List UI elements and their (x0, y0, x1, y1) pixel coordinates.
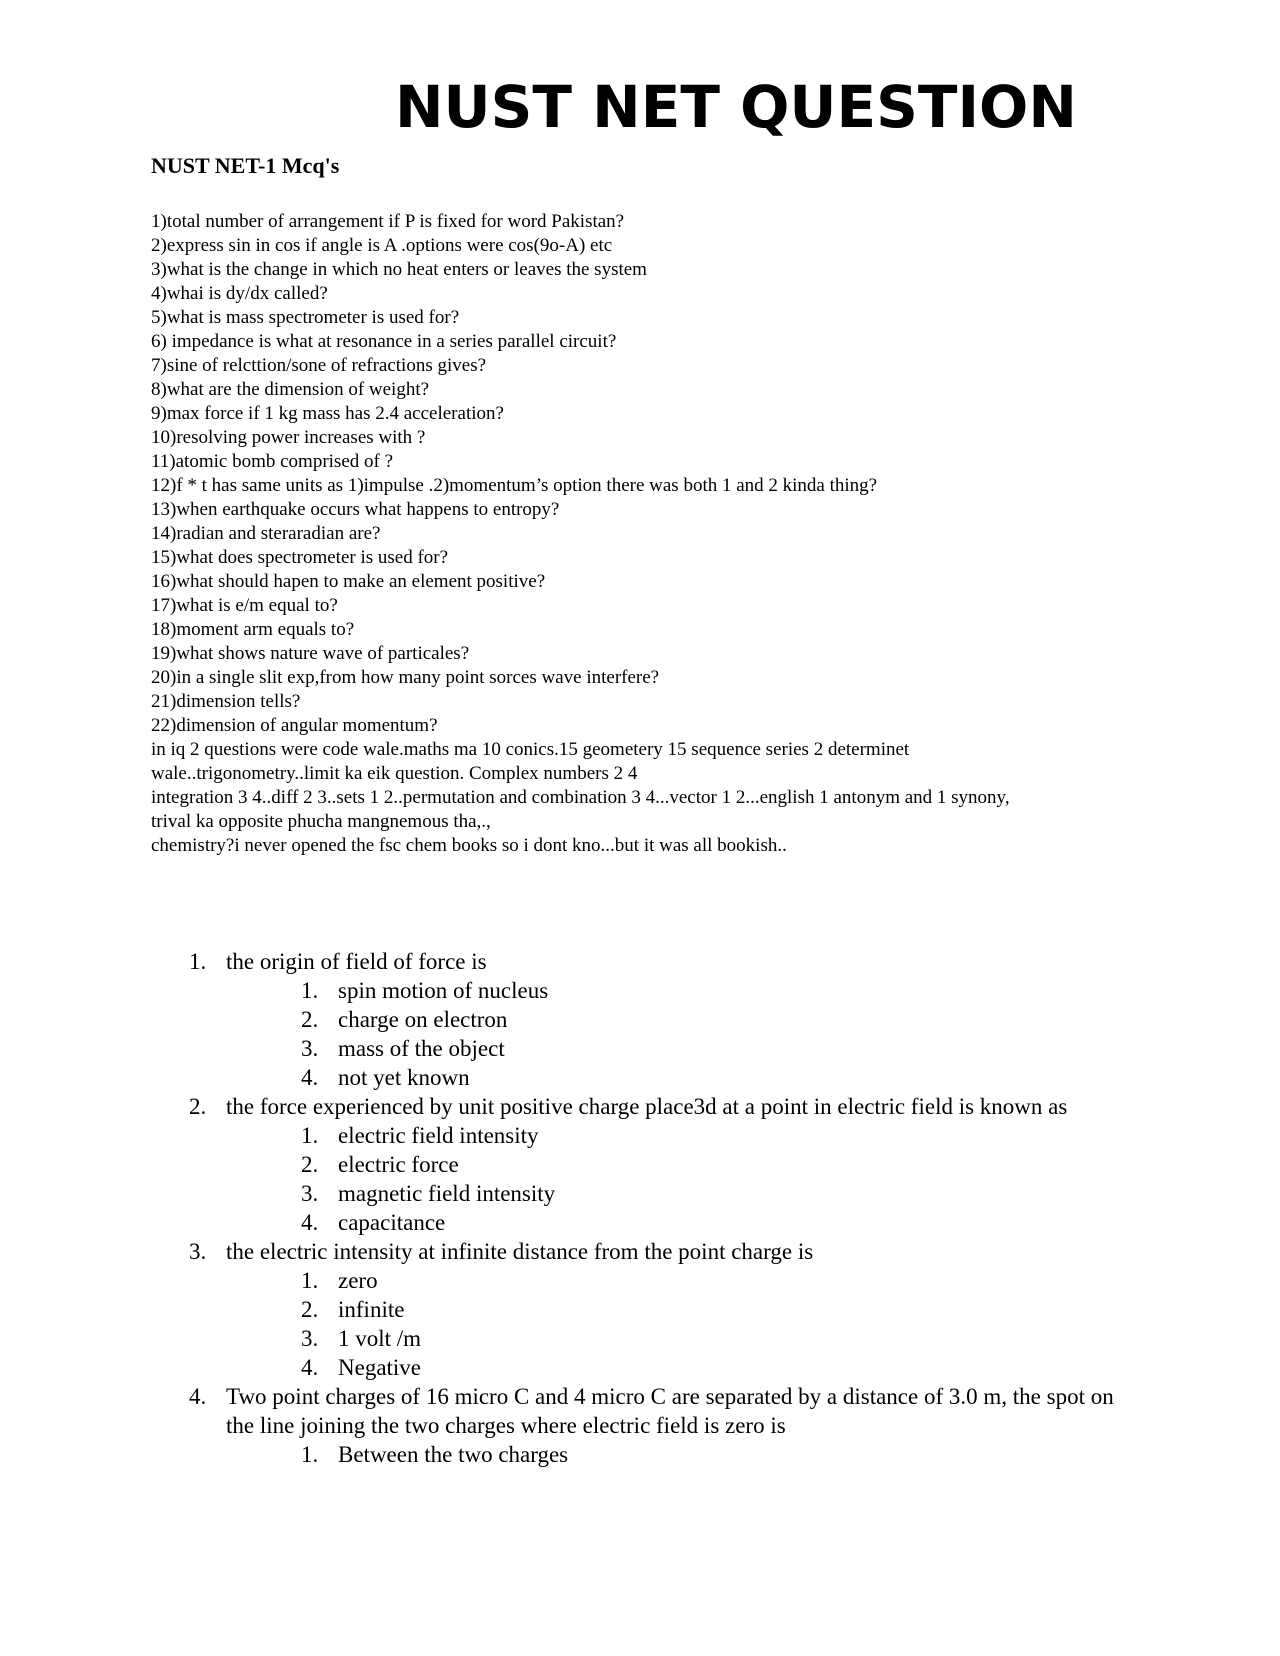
option-item (301, 976, 1129, 1005)
page-title: NUST NET QUESTION (395, 73, 1077, 141)
option-text: Negative (338, 1355, 422, 1380)
option-number: 3. (301, 1326, 319, 1351)
section-heading: NUST NET-1 Mcq's (151, 153, 340, 178)
option-text: 1 volt /m (338, 1326, 422, 1351)
option-item (301, 1324, 1129, 1353)
text-line: chemistry?i never opened the fsc chem books so i dont kno...but it was all bookish.. (151, 835, 787, 856)
question-text: the electric intensity at infinite distance from the point charge is (226, 1239, 814, 1264)
text-line: 14)radian and steraradian are? (151, 523, 381, 544)
text-line: 17)what is e/m equal to? (151, 595, 338, 616)
option-item (301, 1179, 1129, 1208)
option-list (226, 1266, 1129, 1382)
text-line: 13)when earthquake occurs what happens to entropy? (151, 499, 560, 520)
option-item (301, 1266, 1129, 1295)
question-item (189, 1382, 1129, 1469)
option-text: electric force (338, 1152, 459, 1177)
option-number: 1. (301, 1442, 319, 1467)
option-item (301, 1353, 1129, 1382)
option-text: Between the two charges (338, 1442, 569, 1467)
text-line: integration 3 4..diff 2 3..sets 1 2..permutation and combination 3 4...vector 1 2...english 1 antonym and 1 synony, (151, 787, 1010, 808)
text-line: 16)what should hapen to make an element positive? (151, 571, 546, 592)
option-number: 4. (301, 1355, 319, 1380)
text-line: in iq 2 questions were code wale.maths ma 10 conics.15 geometery 15 sequence series 2 determinet (151, 739, 910, 760)
option-number: 2. (301, 1152, 319, 1177)
question-text: the origin of field of force is (226, 949, 487, 974)
text-line: 15)what does spectrometer is used for? (151, 547, 449, 568)
text-line: 1)total number of arrangement if P is fixed for word Pakistan? (151, 211, 625, 232)
option-number: 1. (301, 1123, 319, 1148)
option-text: electric field intensity (338, 1123, 539, 1148)
option-item (301, 1150, 1129, 1179)
option-list (226, 1121, 1129, 1237)
text-line: 19)what shows nature wave of particales? (151, 643, 470, 664)
text-line: 20)in a single slit exp,from how many point sorces wave interfere? (151, 667, 660, 688)
option-number: 4. (301, 1065, 319, 1090)
option-text: mass of the object (338, 1036, 505, 1061)
question-item (189, 1092, 1129, 1237)
text-line: 6) impedance is what at resonance in a series parallel circuit? (151, 331, 617, 352)
option-list (226, 1440, 1129, 1469)
mcq-list (189, 947, 1129, 1469)
text-line: 18)moment arm equals to? (151, 619, 355, 640)
option-number: 1. (301, 978, 319, 1003)
text-line: 12)f * t has same units as 1)impulse .2)momentum’s option there was both 1 and 2 kinda thing? (151, 475, 878, 496)
option-item (301, 1208, 1129, 1237)
option-item (301, 1063, 1129, 1092)
option-text: magnetic field intensity (338, 1181, 556, 1206)
text-line: trival ka opposite phucha mangnemous tha,., (151, 811, 491, 832)
question-lines (151, 210, 1161, 858)
option-item (301, 1295, 1129, 1324)
text-line: 2)express sin in cos if angle is A .options were cos(9o-A) etc (151, 235, 613, 256)
option-number: 1. (301, 1268, 319, 1293)
option-number: 2. (301, 1297, 319, 1322)
text-line: wale..trigonometry..limit ka eik question. Complex numbers 2 4 (151, 763, 638, 784)
option-text: zero (338, 1268, 378, 1293)
question-number: 3. (189, 1239, 207, 1264)
question-item (189, 1237, 1129, 1382)
text-line: 5)what is mass spectrometer is used for? (151, 307, 460, 328)
text-line: 3)what is the change in which no heat enters or leaves the system (151, 259, 647, 280)
option-item (301, 1034, 1129, 1063)
question-number: 4. (189, 1384, 207, 1409)
option-text: capacitance (338, 1210, 446, 1235)
question-item (189, 947, 1129, 1092)
option-number: 4. (301, 1210, 319, 1235)
text-line: 4)whai is dy/dx called? (151, 283, 328, 304)
option-list (226, 976, 1129, 1092)
question-number: 1. (189, 949, 207, 974)
text-line: 22)dimension of angular momentum? (151, 715, 438, 736)
question-number: 2. (189, 1094, 207, 1119)
option-item (301, 1005, 1129, 1034)
text-line: 10)resolving power increases with ? (151, 427, 426, 448)
text-line: 21)dimension tells? (151, 691, 301, 712)
question-text: Two point charges of 16 micro C and 4 micro C are separated by a distance of 3.0 m, the spot on the line joining the two charges where electric field is zero is (226, 1384, 1114, 1438)
option-text: charge on electron (338, 1007, 508, 1032)
option-text: not yet known (338, 1065, 470, 1090)
text-line: 8)what are the dimension of weight? (151, 379, 430, 400)
text-line: 11)atomic bomb comprised of ? (151, 451, 394, 472)
text-line: 9)max force if 1 kg mass has 2.4 acceleration? (151, 403, 504, 424)
option-number: 2. (301, 1007, 319, 1032)
option-number: 3. (301, 1036, 319, 1061)
option-number: 3. (301, 1181, 319, 1206)
option-text: spin motion of nucleus (338, 978, 549, 1003)
option-item (301, 1440, 1129, 1469)
text-line: 7)sine of relcttion/sone of refractions gives? (151, 355, 487, 376)
question-text: the force experienced by unit positive charge place3d at a point in electric field is known as (226, 1094, 1068, 1119)
option-item (301, 1121, 1129, 1150)
option-text: infinite (338, 1297, 405, 1322)
